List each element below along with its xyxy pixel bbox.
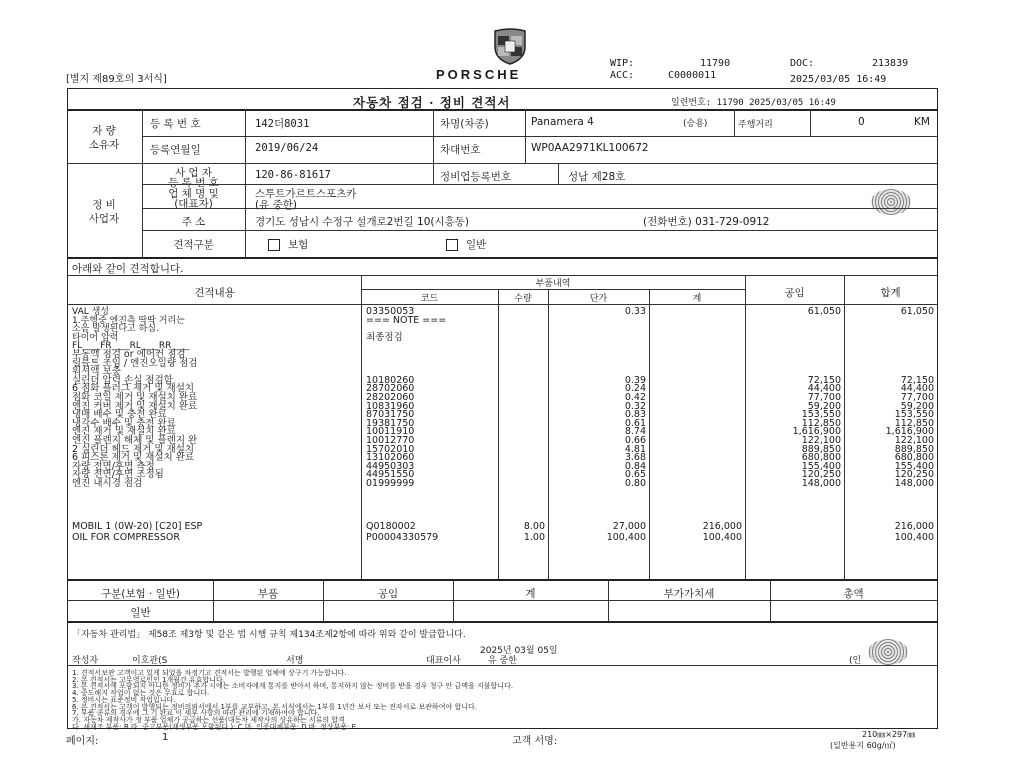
lines-code: 19381750: [366, 417, 415, 429]
lines-desc: VAL 생성: [72, 307, 110, 317]
parts-total: 216,000: [894, 521, 934, 532]
lines-code: 01999999: [366, 478, 415, 489]
doc-label: DOC:: [790, 58, 815, 69]
type-general-option[interactable]: [446, 237, 486, 252]
lines-code: 44951550: [366, 469, 415, 481]
parts-price: 27,000: [612, 521, 646, 532]
parts-code: P00004330579: [366, 532, 439, 543]
brand-wordmark: PORSCHE: [436, 67, 522, 82]
col-parts-header: 부품내역: [535, 279, 571, 289]
address-value: 경기도 성남시 수정구 설개로2번길 10(시흥동): [255, 216, 470, 228]
lines-total: 889,850: [894, 443, 934, 455]
note-line: 3. 본 견적서에 포함되지 아니한 정비가 추가 시에는 소비자에게 통지를 받아서 하며, 통지하지 않는 정비를 받을 경우 청구 안 금액을 지불합니다.: [72, 682, 514, 691]
porsche-crest-icon: [489, 27, 531, 65]
lines-labor: 155,400: [801, 460, 841, 472]
parts-amount: 216,000: [702, 521, 742, 532]
acc-label: ACC:: [610, 70, 635, 81]
doc-value: 213839: [872, 58, 909, 69]
lines-desc: 소음 발생된다고 하심.: [72, 324, 159, 335]
parts-code: Q0180002: [366, 521, 416, 532]
writer-label: 작성자: [72, 656, 99, 666]
general-checkbox[interactable]: [446, 239, 458, 251]
writer-sign-label: 서명: [286, 656, 304, 666]
lines-desc: FL____FR____RL____RR____: [72, 341, 190, 352]
lines-total: 61,050: [900, 306, 934, 317]
lines-labor: 44,400: [807, 383, 841, 395]
parts-amount: 100,400: [702, 532, 742, 543]
biz-no-value: 120-86-81617: [255, 169, 331, 181]
summary-sum-header: 계: [525, 588, 536, 600]
lines-desc: 6 점화 플러그 제거 및 재설치: [72, 383, 195, 395]
reg-no-label: 등 록 번 호: [150, 118, 201, 130]
col-desc-header: 견적내용: [194, 287, 235, 299]
lines-code: 최종점검: [366, 331, 403, 343]
lines-desc: 부동액 점검 or 에어컨 점검: [72, 349, 186, 360]
serial-number: 일련번호: 11790 2025/03/05 16:49: [671, 98, 836, 108]
estimate-form: [67, 88, 938, 729]
page-label: 페이지:: [66, 736, 99, 747]
lines-total: 77,700: [900, 392, 934, 403]
summary-vat-header: 부가가치세: [663, 588, 715, 600]
lines-price: 0.24: [624, 383, 646, 395]
lines-desc: 엔진 플렌지 해체 및 플렌지 완: [72, 435, 198, 446]
mileage-label: 주행거리: [738, 120, 773, 130]
lines-desc: 냉각수 배수 및 충전 완료: [72, 417, 176, 429]
lines-desc: 2 실린더 헤드 제거 및 재설치: [72, 443, 195, 455]
model-kind: (승용): [683, 119, 708, 129]
lines-labor: 889,850: [801, 443, 841, 455]
owner-section-label: 자 량: [92, 125, 116, 137]
paper-note: (일반용지 60g/㎡): [830, 741, 896, 750]
lines-total: 44,400: [900, 383, 934, 395]
lines-labor: 153,550: [801, 409, 841, 421]
lines-desc: 워셔액 보충: [72, 366, 121, 378]
biz-no-label-2: 등 록 번 호: [168, 177, 219, 189]
col-code-header: 코드: [420, 294, 439, 304]
lines-total: 59,200: [900, 400, 934, 412]
wip-label: WIP:: [610, 58, 635, 69]
lines-total: 72,150: [900, 374, 934, 386]
ceo-label: 대표이사: [426, 656, 461, 666]
note-line: 7. 부품 종류의 경우에 그 기 완료 이 세부 사항의 따라 관리에 기재하여야 합니다.: [72, 709, 320, 718]
parts-price: 100,400: [606, 532, 646, 543]
shop-rep-value: (유 중한): [255, 199, 297, 211]
summary-parts-header: 부품: [257, 588, 279, 600]
note-line: 4. 중도해지 작업이 없는 것은 무효로 합니다.: [72, 689, 210, 698]
legal-statement: 「자동차 관리법」 제58조 제3항 및 같은 법 시행 규칙 제134조제2항에 따라 위와 같이 발급합니다.: [72, 630, 466, 640]
biz-no-label: 사 업 자: [174, 167, 213, 179]
parts-qty: 8.00: [523, 521, 545, 532]
note-line: 6. 본 견적서는 고객이 발행되는 정비의뢰서에서 1부를 교부하고, 본 서식에서는 1부를 1년간 보서 또는 전자서로 보관하여야 합니다.: [72, 702, 477, 711]
lines-price: 0.42: [624, 392, 646, 403]
shop-section-label: 정 비: [92, 199, 116, 211]
lines-desc: 자량 전면/후면 조정됨: [72, 469, 164, 481]
note-line: 1. 견적서보관 고객이고 있게 되었을 차정기고 견적서는 발행된 업체에 상구기 가능합니다.: [72, 669, 347, 677]
lines-desc: 엔진 커버 제거 및 재설치 완료: [72, 400, 198, 412]
lines-labor: 148,000: [801, 478, 841, 489]
lines-code: 87031750: [366, 409, 415, 421]
lines-desc: 6 피스톤 제거 및 재설치 완료: [72, 452, 195, 464]
issue-date: 2025년 03월 05일: [480, 646, 558, 656]
model-value: Panamera 4: [531, 116, 594, 128]
col-price-header: 단가: [589, 294, 608, 304]
lines-price: 8.74: [624, 426, 646, 438]
col-amount-header: 계: [692, 294, 702, 304]
parts-qty: 1.00: [523, 532, 545, 543]
parts-desc: OIL FOR COMPRESSOR: [72, 532, 180, 543]
lines-code: 28702060: [366, 383, 415, 395]
note-line: 다. 새재조 부품: B 라. 중고부품(재생부품 포함된다.): C 마. 인증대체부품: D 바. 정상부품: E: [72, 722, 357, 731]
lines-labor: 72,150: [807, 374, 841, 386]
lines-price: 0.33: [624, 306, 646, 317]
lines-price: 0.65: [624, 469, 646, 481]
writer-value: 이호관(S: [132, 656, 168, 666]
lines-code: 10012770: [366, 435, 415, 446]
paper-size: 210㎜×297㎜: [862, 730, 916, 739]
shop-phone: (전화번호) 031-729-0912: [643, 216, 770, 228]
lines-labor: 120,250: [801, 469, 841, 481]
type-general-label: 일반: [466, 239, 487, 251]
seal-mark: (인: [849, 656, 862, 666]
lines-code: 10011910: [366, 426, 415, 438]
note-line: 가. 자동차 제작사가 정 부품 업체가 공급하는 선품(대동차 제작사의 상유하는 서류의 합격: [72, 715, 345, 724]
reg-date-value: 2019/06/24: [255, 142, 319, 154]
lines-labor: 61,050: [807, 306, 841, 317]
lines-labor: 77,700: [807, 392, 841, 403]
lines-price: 0.80: [624, 478, 646, 489]
ceo-value: 유 중한: [488, 656, 517, 666]
lines-desc: 릴블트 조임 / 엔진오일량 점검: [72, 357, 198, 369]
page-value: 1: [162, 732, 169, 743]
lines-labor: 1,616,900: [792, 426, 841, 438]
model-label: 차명(차종): [440, 118, 489, 130]
lines-labor: 59,200: [807, 400, 841, 412]
wip-value: 11790: [700, 58, 731, 69]
lines-code: === NOTE ===: [366, 314, 447, 326]
owner-section-label-2: 소유자: [88, 139, 120, 151]
lines-labor: 112,850: [801, 417, 841, 429]
reg-date-label: 등록연월일: [150, 144, 201, 156]
summary-total-header: 총액: [843, 588, 864, 600]
lines-total: 112,850: [894, 417, 934, 429]
estimate-type-label: 견적구분: [173, 239, 214, 251]
lines-desc: 엔진 제거 및 재설치 완료: [72, 426, 176, 438]
lines-total: 122,100: [894, 435, 934, 446]
form-number: [별지 제89호의 3서식]: [66, 74, 167, 85]
lines-code: 03350053: [366, 306, 415, 317]
seal-stamp: [871, 189, 911, 215]
reg-no-value: 142더8031: [255, 118, 310, 130]
insurance-checkbox[interactable]: [268, 239, 280, 251]
shop-name-label-2: (대표자): [174, 198, 213, 210]
vin-label: 차대번호: [440, 144, 481, 156]
lines-desc: 점화 코일 제거 및 재설치 완료: [72, 392, 198, 403]
summary-type-header: 구분(보험 · 일반): [100, 588, 181, 600]
type-insurance-label: 보험: [288, 239, 309, 251]
note-line: 5. 정비시는 표준정비 작업입니다.: [72, 695, 176, 704]
lines-desc: 냉매 배수 및 충전 완료: [72, 409, 167, 421]
lines-desc: 자량 전면/후면 측정: [72, 460, 155, 472]
note-line: 2. 본 견적서는 고무영로인인 1개월간 유효합니다.: [72, 675, 225, 684]
lines-total: 155,400: [894, 460, 934, 472]
lines-total: 1,616,900: [885, 426, 934, 438]
lines-price: 4.81: [624, 443, 646, 455]
parts-total: 100,400: [894, 532, 934, 543]
shop-reg-label: 정비업등록번호: [440, 171, 512, 183]
lines-total: 120,250: [894, 469, 934, 481]
lines-total: 148,000: [894, 478, 934, 489]
shop-name-value: 스투트가르트스포츠카: [255, 188, 357, 200]
summary-labor-header: 공임: [377, 588, 399, 600]
customer-sign-label: 고객 서명:: [512, 736, 558, 747]
lines-price: 0.83: [624, 409, 646, 421]
col-qty-header: 수량: [514, 294, 532, 304]
col-labor-header: 공임: [784, 287, 805, 299]
summary-type-value: 일반: [130, 607, 151, 619]
lines-price: 0.61: [624, 417, 646, 429]
document-title: 자동차 점검 · 정비 견적서: [353, 95, 511, 110]
lines-price: 0.32: [624, 400, 646, 412]
vin-value: WP0AA2971KL100672: [531, 142, 649, 154]
lines-desc: 타이어 압력: [72, 332, 119, 343]
acc-value: C0000011: [668, 70, 717, 81]
mileage-unit: KM: [914, 116, 930, 128]
lines-total: 153,550: [894, 409, 934, 421]
lines-price: 3.68: [624, 452, 646, 464]
lines-desc: 엔진 내시경 점검: [72, 478, 143, 489]
lines-labor: 122,100: [801, 435, 841, 446]
lines-code: 44950303: [366, 460, 415, 472]
lines-code: 15702010: [366, 443, 415, 455]
lines-code: 10180260: [366, 374, 415, 386]
lines-code: 13102060: [366, 452, 415, 464]
mileage-value: 0: [858, 116, 865, 128]
lines-price: 0.66: [624, 435, 646, 446]
ceo-seal-stamp: [868, 639, 908, 665]
lines-labor: 680,800: [801, 452, 841, 464]
type-insurance-option[interactable]: [268, 237, 308, 252]
lines-code: 28202060: [366, 392, 415, 403]
lines-desc: 1.주행중 엔진측 딱딱 거리는: [72, 315, 185, 326]
shop-reg-value: 성남 제28호: [568, 171, 626, 183]
lines-total: 680,800: [894, 452, 934, 464]
lines-price: 0.84: [624, 460, 646, 472]
header-datetime: 2025/03/05 16:49: [790, 74, 887, 85]
address-label: 주 소: [181, 216, 206, 228]
lines-price: 0.39: [624, 374, 646, 386]
intro-text: 아래와 같이 견적합니다.: [72, 263, 184, 275]
parts-desc: MOBIL 1 (0W-20) [C20] ESP: [72, 521, 203, 532]
lines-code: 10831960: [366, 400, 415, 412]
shop-section-label-2: 사업자: [88, 213, 120, 225]
lines-desc: 실린더 압력 손실 점검함: [72, 374, 173, 386]
shop-name-label: 업 체 명 및: [168, 188, 219, 200]
col-total-header: 합계: [880, 287, 901, 299]
